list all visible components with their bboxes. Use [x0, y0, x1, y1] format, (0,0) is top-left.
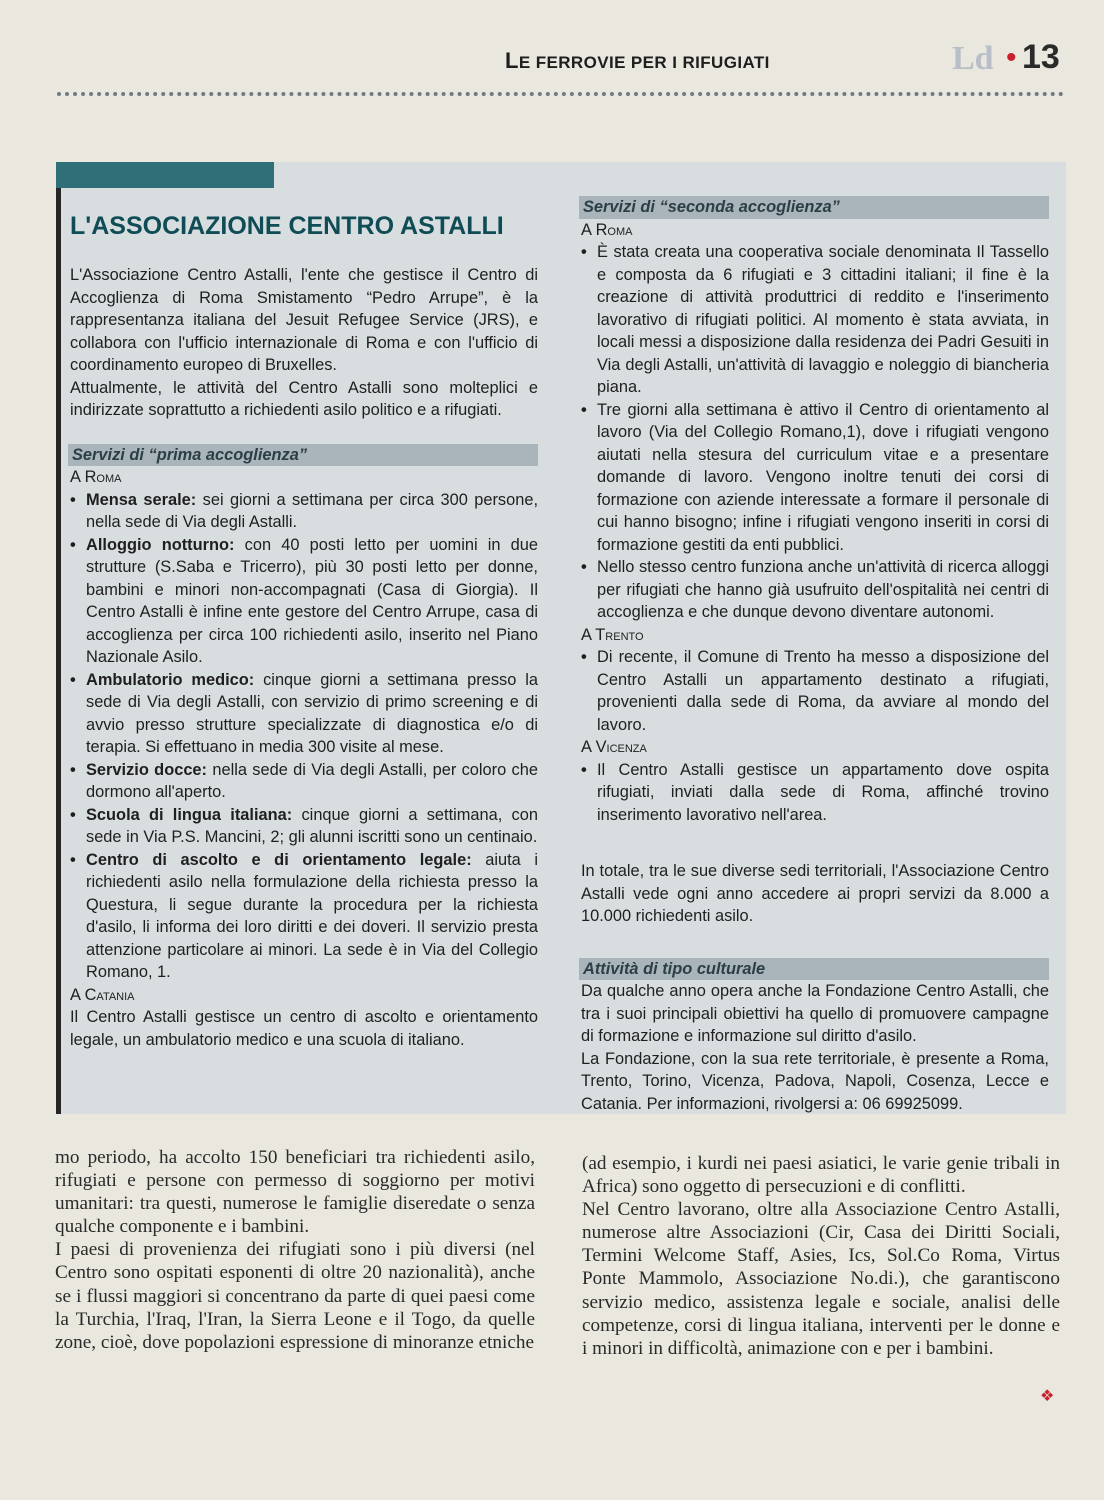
- box-tab: [56, 162, 274, 188]
- intro-paragraph-2: Attualmente, le attività del Centro Astalli sono molteplici e indirizzate soprattutto a richiedenti asilo politico e a rifugiati.: [70, 378, 538, 419]
- article-right-column: [582, 1152, 1060, 1360]
- section-heading-prima: Servizi di “prima accoglienza”: [68, 444, 538, 467]
- place-trento: A Trento: [581, 625, 644, 644]
- item-label: Centro di ascolto e di orientamento legale:: [86, 850, 472, 869]
- logo-text: Ld: [952, 40, 994, 77]
- trento-list: [581, 646, 1049, 736]
- box-left-column: [70, 264, 538, 1051]
- box-right-column: [581, 196, 1049, 1115]
- box-title: L'ASSOCIAZIONE CENTRO ASTALLI: [70, 212, 504, 240]
- item-text: cinque giorni a settimana presso la sede di Via degli Astalli, con servizio di primo screening e di avvio presso strutture specializzate di diagnostica e/o di terapia. Si effettuano in media 300 visite al mese.: [86, 670, 538, 756]
- place-vicenza: A Vicenza: [581, 738, 647, 756]
- article-paragraph: Nel Centro lavorano, oltre alla Associazione Centro Astalli, numerose altre Associazioni (Cir, Casa dei Diritti Sociali, Termini Welcome Staff, Asies, Ics, Sol.Co Roma, Virtus Ponte Mammolo, Associazione No.di.), che garantiscono servizio medico, assistenza legale e sociale, analisi delle competenze, corsi di lingua italiana, interventi per le donne e i minori in difficoltà, animazione con e per i bambini.: [582, 1199, 1060, 1359]
- intro-paragraph-1: L'Associazione Centro Astalli, l'ente che gestisce il Centro di Accoglienza di Roma Smistamento “Pedro Arrupe”, è la rappresentanza italiana del Jesuit Refugee Service (JRS), e collabora con l'ufficio internazionale di Roma e con l'ufficio di coordinamento europeo di Bruxelles.: [70, 266, 538, 374]
- list-item: • Nello stesso centro funziona anche un'attività di ricerca alloggi per rifugiati che hanno già usufruito dell'ospitalità nei centri di accoglienza e che dunque devono diventare autonomi.: [581, 556, 1049, 624]
- box-left-bar: [56, 162, 61, 1114]
- running-title: LE FERROVIE PER I RIFUGIATI: [505, 48, 770, 73]
- list-item: [70, 669, 538, 759]
- cultura-paragraph-1: Da qualche anno opera anche la Fondazione Centro Astalli, che tra i suoi principali obiettivi ha quello di promuovere campagne di formazione e informazione sul diritto d'asilo.: [581, 982, 1049, 1045]
- list-item: [70, 534, 538, 669]
- section-heading-cultura: Attività di tipo culturale: [579, 958, 1049, 981]
- page-number: 13: [1022, 38, 1060, 76]
- header-divider: [57, 92, 1064, 96]
- item-text: sei giorni a settimana per circa 300 persone, nella sede di Via degli Astalli.: [86, 490, 539, 531]
- magazine-logo: [952, 40, 994, 78]
- end-mark-icon: ❖: [1040, 1388, 1055, 1405]
- item-label: Scuola di lingua italiana:: [86, 805, 293, 824]
- red-dot-icon: •: [1006, 41, 1017, 74]
- list-item: • È stata creata una cooperativa sociale denominata Il Tassello e composta da 6 rifugiati e 3 cittadini italiani; il fine è la creazione di attività produttrici di reddito e l'inserimento lavorativo di rifugiati politici. Al momento è stata avviata, in locali messi a disposizione dalla residenza dei Padri Gesuiti in Via degli Astalli, un'attività di lavaggio e noleggio di biancheria piana.: [581, 241, 1049, 399]
- item-text: cinque giorni a settimana, con sede in Via P.S. Mancini, 2; gli alunni iscritti sono un centinaio.: [86, 805, 538, 846]
- item-text: nella sede di Via degli Astalli, per coloro che dormono all'aperto.: [86, 760, 538, 801]
- place-roma: A Roma: [581, 220, 633, 239]
- catania-text: Il Centro Astalli gestisce un centro di ascolto e orientamento legale, un ambulatorio medico e una scuola di italiano.: [70, 1008, 538, 1049]
- article-paragraph: I paesi di provenienza dei rifugiati sono i più diversi (nel Centro sono ospitati esponenti di oltre 20 nazionalità), anche se i flussi maggiori si concentrano da parte di quei paesi come la Turchia, l'Iraq, l'Iran, la Sierra Leone e il Togo, da quelle zone, cioè, dove popolazioni espressione di minoranze etniche: [55, 1239, 535, 1353]
- article-paragraph: (ad esempio, i kurdi nei paesi asiatici, le varie genie tribali in Africa) sono oggetto di persecuzioni e di conflitti.: [582, 1153, 1060, 1198]
- item-label: Ambulatorio medico:: [86, 670, 255, 689]
- list-item: [70, 804, 538, 849]
- vicenza-list: [581, 759, 1049, 827]
- prima-list: [70, 489, 538, 984]
- cultura-paragraph-2: La Fondazione, con la sua rete territoriale, è presente a Roma, Trento, Torino, Vicenza, Padova, Napoli, Cosenza, Lecce e Catania. Per informazioni, rivolgersi a: 06 69925099.: [581, 1049, 1049, 1113]
- item-text: con 40 posti letto per uomini in due strutture (S.Saba e Tricerro), più 30 posti letto per donne, bambini e minori non-accompagnati (Casa di Giorgia). Il Centro Astalli è infine ente gestore del Centro Arrupe, casa di accoglienza per circa 100 richiedenti asilo, inserito nel Piano Nazionale Asilo.: [86, 535, 538, 666]
- list-item: • Tre giorni alla settimana è attivo il Centro di orientamento al lavoro (Via del Collegio Romano,1), dove i rifugiati vengono aiutati nella stesura del curriculum vitae e a presentare domande di lavoro. Vengono inoltre tenuti dei corsi di formazione con aziende interessate a formare il personale di cui hanno bisogno; infine i rifugiati vengono inseriti in corsi di formazione gestiti da enti pubblici.: [581, 399, 1049, 557]
- seconda-list: [581, 241, 1049, 624]
- article-left-column: [55, 1146, 535, 1354]
- list-item: [70, 759, 538, 804]
- item-label: Mensa serale:: [86, 490, 197, 509]
- place-catania: A Catania: [70, 985, 135, 1004]
- list-item: [70, 849, 538, 984]
- totale-paragraph: In totale, tra le sue diverse sedi territoriali, l'Associazione Centro Astalli vede ogni anno accedere ai propri servizi da 8.000 a 10.000 richiedenti asilo.: [581, 862, 1049, 925]
- list-item: • Il Centro Astalli gestisce un appartamento dove ospita rifugiati, inviati dalla sede di Roma, affinché trovino inserimento lavorativo nell'area.: [581, 759, 1049, 827]
- list-item: • Di recente, il Comune di Trento ha messo a disposizione del Centro Astalli un appartamento destinato a rifugiati, provenienti dalla sede di Roma, da avviare al mondo del lavoro.: [581, 646, 1049, 736]
- item-label: Alloggio notturno:: [86, 535, 235, 554]
- list-item: [70, 489, 538, 534]
- section-heading-seconda: Servizi di “seconda accoglienza”: [579, 196, 1049, 219]
- item-label: Servizio docce:: [86, 760, 208, 779]
- item-text: aiuta i richiedenti asilo nella formulazione della richiesta presso la Questura, li segue durante la procedura per la richiesta d'asilo, li informa dei loro diritti e dei doveri. Il servizio presta attenzione particolare ai minori. La sede è in Via del Collegio Romano, 1.: [86, 850, 538, 981]
- place-roma: A Roma: [70, 468, 122, 486]
- article-paragraph: mo periodo, ha accolto 150 beneficiari tra richiedenti asilo, rifugiati e persone con permesso di soggiorno per motivi umanitari: tra questi, numerose le famiglie diseredate o senza qualche componente e i bambini.: [55, 1147, 535, 1238]
